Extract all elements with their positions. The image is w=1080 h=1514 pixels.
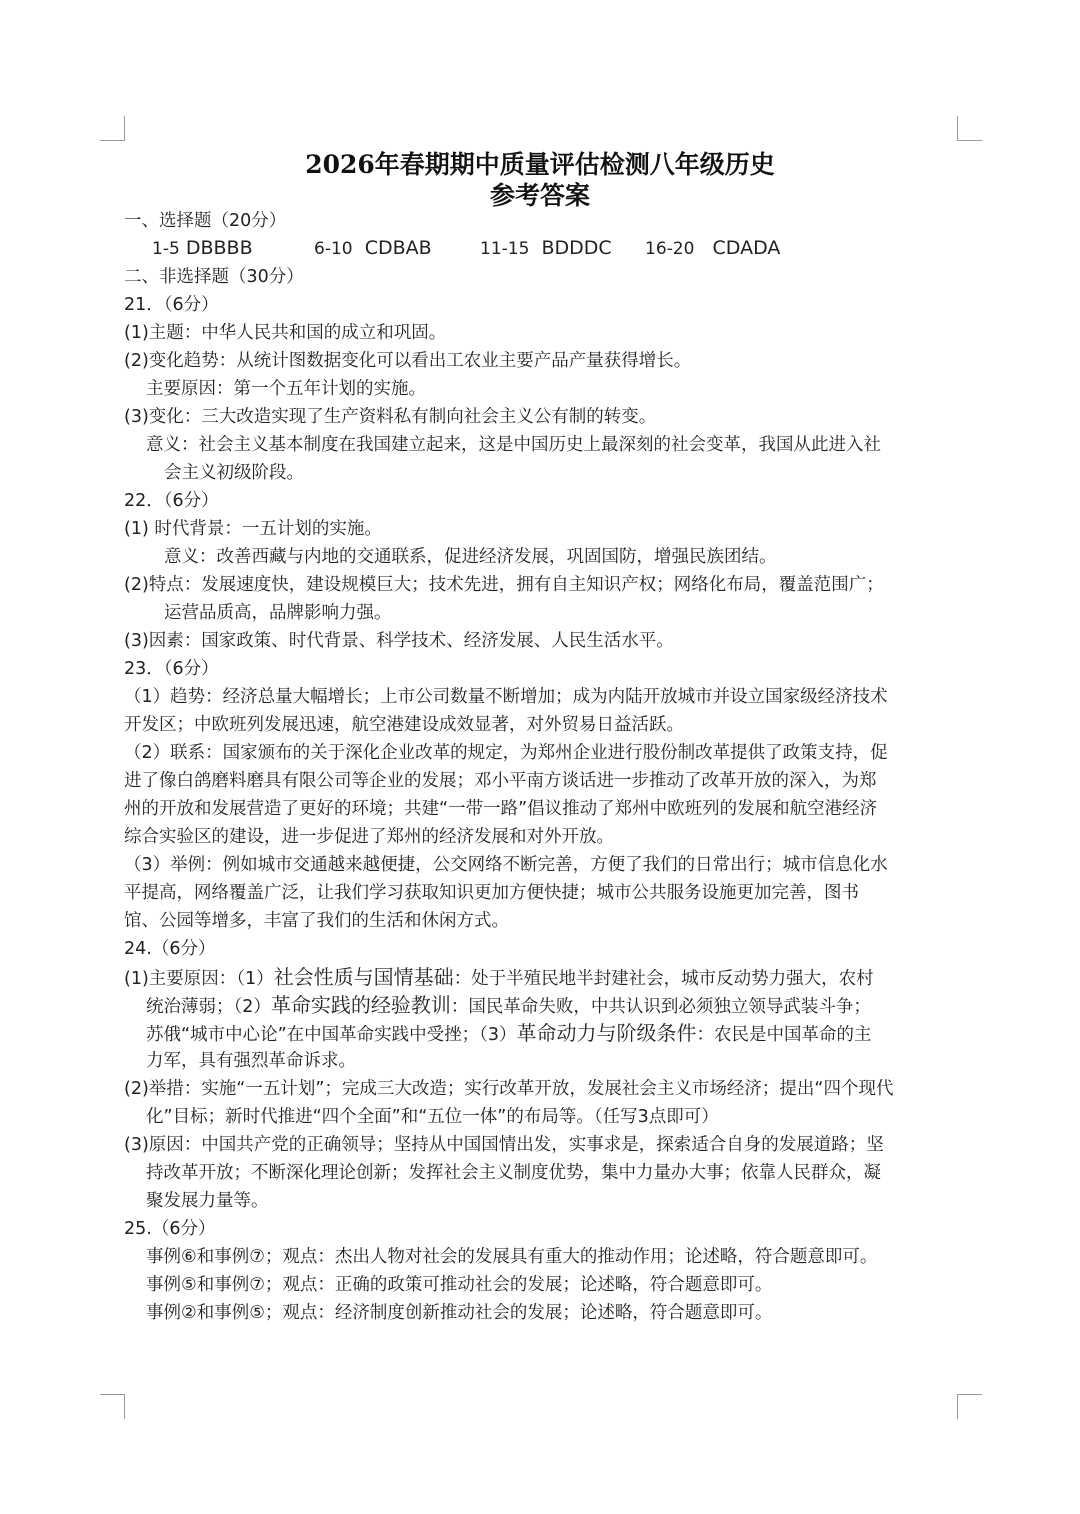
answer-text: 苏俄“城市中心论”在中国革命实践中受挫；（3） <box>146 1025 517 1045</box>
question-25-heading: 25.（6分） <box>124 1219 216 1239</box>
answer-line: (3)原因：中国共产党的正确领导；坚持从中国国情出发，实事求是，探索适合自身的发展道路；坚 <box>124 1135 884 1155</box>
answer-line: (3)变化：三大改造实现了生产资料私有制向社会主义公有制的转变。 <box>124 407 657 427</box>
answer-line: 意义：改善西藏与内地的交通联系，促进经济发展，巩固国防，增强民族团结。 <box>164 547 777 567</box>
answer-text: ：处于半殖民地半封建社会，城市反动势力强大，农村 <box>453 969 874 989</box>
answer-line: （3）举例：例如城市交通越来越便捷，公交网络不断完善，方便了我们的日常出行；城市信息化水 <box>124 855 888 875</box>
crop-mark-bottom-right <box>957 1394 982 1419</box>
answer-line: 会主义初级阶段。 <box>164 463 304 483</box>
answer-text: (1)主要原因：（1） <box>124 969 274 989</box>
answer-line: 综合实验区的建设，进一步促进了郑州的经济发展和对外开放。 <box>124 827 614 847</box>
answer-group <box>314 236 432 261</box>
answer-line: (2)特点：发展速度快，建设规模巨大；技术先进，拥有自主知识产权；网络化布局，覆盖范围广； <box>124 575 884 595</box>
crop-mark-bottom-left <box>100 1394 125 1419</box>
answer-range: 6-10 <box>314 239 353 259</box>
answer-line: （2）联系：国家颁布的关于深化企业改革的规定，为郑州企业进行股份制改革提供了政策支持，促 <box>124 743 888 763</box>
crop-mark-top-right <box>957 116 982 141</box>
answer-line: 聚发展力量等。 <box>146 1191 269 1211</box>
answer-group <box>152 236 253 261</box>
answer-line: 力军，具有强烈革命诉求。 <box>146 1051 356 1071</box>
answer-line: 主要原因：第一个五年计划的实施。 <box>146 379 426 399</box>
document-title: 2026年春期期中质量评估检测八年级历史 <box>305 150 775 179</box>
answer-keyword: 革命实践的经验教训 <box>270 993 451 1017</box>
section-heading-choice: 一、选择题（20分） <box>124 211 287 231</box>
answer-line: 进了像白鸽磨料磨具有限公司等企业的发展；邓小平南方谈话进一步推动了改革开放的深入，为郑 <box>124 771 877 791</box>
question-23-heading: 23．（6分） <box>124 659 219 679</box>
section-heading-nonchoice: 二、非选择题（30分） <box>124 267 304 287</box>
answer-line: (1) 时代背景：一五计划的实施。 <box>124 519 382 539</box>
answer-line: 事例⑤和事例⑦；观点：正确的政策可推动社会的发展；论述略，符合题意即可。 <box>146 1275 773 1295</box>
answer-line: (3)因素：国家政策、时代背景、科学技术、经济发展、人民生活水平。 <box>124 631 674 651</box>
answer-line: 馆、公园等增多，丰富了我们的生活和休闲方式。 <box>124 911 509 931</box>
answer-line: (2)举措：实施“一五计划”；完成三大改造；实行改革开放，发展社会主义市场经济；提出“四个现代 <box>124 1079 894 1099</box>
crop-mark-top-left <box>100 116 125 141</box>
answer-line: (1)主题：中华人民共和国的成立和巩固。 <box>124 323 447 343</box>
document-subtitle: 参考答案 <box>489 181 590 210</box>
answer-line: 开发区；中欧班列发展迅速，航空港建设成效显著，对外贸易日益活跃。 <box>124 715 684 735</box>
answer-range: 16-20 <box>645 239 695 259</box>
answer-group <box>480 236 612 261</box>
question-21-heading: 21．（6分） <box>124 295 219 315</box>
answer-letters: DBBBB <box>185 237 253 259</box>
answer-line: 平提高，网络覆盖广泛，让我们学习获取知识更加方便快捷；城市公共服务设施更加完善，图书 <box>124 883 859 903</box>
answer-range: 1-5 <box>152 239 180 259</box>
answer-letters: CDADA <box>712 237 781 259</box>
answer-letters: BDDDC <box>541 237 612 259</box>
answer-line: 事例⑥和事例⑦；观点：杰出人物对社会的发展具有重大的推动作用；论述略，符合题意即可。 <box>146 1247 878 1267</box>
answer-group <box>645 236 780 261</box>
answer-line: 事例②和事例⑤；观点：经济制度创新推动社会的发展；论述略，符合题意即可。 <box>146 1303 773 1323</box>
question-22-heading: 22．（6分） <box>124 491 219 511</box>
answer-line: 意义：社会主义基本制度在我国建立起来，这是中国历史上最深刻的社会变革，我国从此进入社 <box>146 435 881 455</box>
answer-text: 统治薄弱；（2） <box>146 997 271 1017</box>
answer-line: 运营品质高，品牌影响力强。 <box>164 603 392 623</box>
answer-line: (2)变化趋势：从统计图数据变化可以看出工农业主要产品产量获得增长。 <box>124 351 692 371</box>
answer-range: 11-15 <box>480 239 530 259</box>
answer-line: 州的开放和发展营造了更好的环境；共建“一带一路”倡议推动了郑州中欧班列的发展和航空港经济 <box>124 799 878 819</box>
answer-keyword: 社会性质与国情基础 <box>273 965 454 989</box>
answer-letters: CDBAB <box>364 237 432 259</box>
answer-line: 持改革开放；不断深化理论创新；发挥社会主义制度优势，集中力量办大事；依靠人民群众，凝 <box>146 1163 881 1183</box>
answer-line <box>146 993 871 1019</box>
answer-text: ：农民是中国革命的主 <box>696 1025 872 1045</box>
question-24-heading: 24.（6分） <box>124 939 216 959</box>
answer-line <box>146 1021 872 1047</box>
answer-keyword: 革命动力与阶级条件 <box>516 1021 697 1045</box>
answer-line <box>124 965 874 991</box>
answer-line: 化”目标；新时代推进“四个全面”和“五位一体”的布局等。（任写3点即可） <box>146 1107 719 1127</box>
answer-line: （1）趋势：经济总量大幅增长；上市公司数量不断增加；成为内陆开放城市并设立国家级经济技术 <box>124 687 888 707</box>
answer-text: ：国民革命失败，中共认识到必须独立领导武装斗争； <box>450 997 871 1017</box>
